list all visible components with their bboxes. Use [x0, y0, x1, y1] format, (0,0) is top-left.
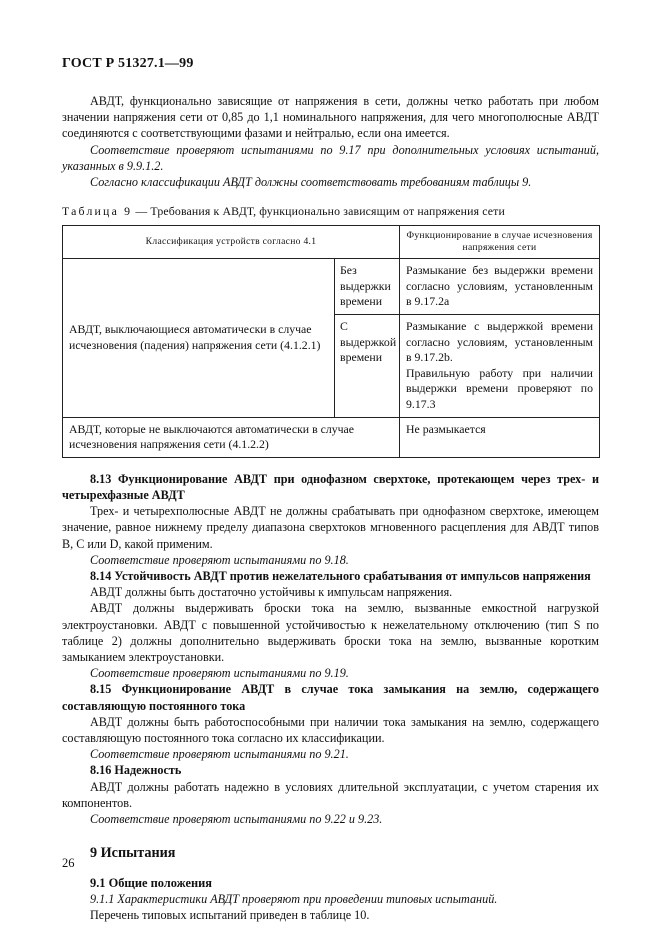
table-9-header-classification: Классификация устройств согласно 4.1: [63, 226, 400, 259]
table-9-no-automatic-disconnect-class: АВДТ, которые не выключаются автоматически в случае исчезновения напряжения сети (4.1.2.2): [63, 417, 400, 457]
table-9-with-delay-label: С выдержкой времени: [335, 315, 400, 418]
section-8-14-paragraph-2: АВДТ должны выдерживать броски тока на землю, вызванные емкостной нагрузкой электроустановки. АВДТ с повышенной устойчивостью к нежелательному отключению (тип S по таблице 2) должны дополнительно выдерживать броски тока на землю, вызванные коротким замыканием электроустановки.: [62, 601, 599, 664]
table-9-header-functioning: Функционирование в случае исчезновения напряжения сети: [400, 226, 600, 259]
table-9-with-delay-result: Размыкание с выдержкой времени согласно условиям, установленным в 9.17.2b.: [406, 319, 594, 365]
table-9-row-automatic-without-delay: [63, 259, 600, 315]
section-9-title: 9 Испытания: [90, 845, 176, 862]
table-9-no-delay-label: Без выдержки времени: [335, 259, 400, 315]
table-9-with-delay-result-cell: [400, 315, 600, 418]
section-8-14-paragraph-1: АВДТ должны быть достаточно устойчивы к импульсам напряжения.: [90, 585, 453, 600]
table-9-with-delay-note: Правильную работу при наличии выдержки времени проверяют по 9.17.3: [406, 365, 594, 411]
section-8-14-title: 8.14 Устойчивость АВДТ против нежелательного срабатывания от импульсов напряжения: [90, 568, 591, 583]
section-8-13-paragraph: Трех- и четырехполюсные АВДТ не должны срабатывать при однофазном сверхтоке, имеющем значение, равное нижнему пределу диапазона сверхтоков мгновенного расцепления для АВДТ типов В, С или D, какой применим.: [62, 504, 599, 551]
section-9-1-table-reference: Перечень типовых испытаний приведен в таблице 10.: [90, 908, 370, 923]
table-9-caption: [62, 204, 599, 219]
section-8-16-compliance: Соответствие проверяют испытаниями по 9.22 и 9.23.: [90, 812, 383, 827]
table-9-no-disconnect-result: Не размыкается: [400, 417, 600, 457]
table-9-automatic-disconnect-class: АВДТ, выключающиеся автоматически в случае исчезновения (падения) напряжения сети (4.1.2.1): [63, 259, 335, 417]
table-9-title: — Требования к АВДТ, функционально зависящим от напряжения сети: [132, 204, 505, 219]
section-8-15-title: 8.15 Функционирование АВДТ в случае тока замыкания на землю, содержащего составляющую постоянного тока: [62, 682, 599, 713]
table-9-header-row: [63, 226, 600, 259]
classification-paragraph: Согласно классификации АВДТ должны соответствовать требованиям таблицы 9.: [90, 175, 532, 190]
section-8-15-paragraph: АВДТ должны быть работоспособными при наличии тока замыкания на землю, содержащего составляющую постоянного тока согласно их классификации.: [62, 714, 599, 745]
table-9: [62, 225, 600, 458]
compliance-paragraph-9-17: Соответствие проверяют испытаниями по 9.17 при дополнительных условиях испытаний, указанных в 9.9.1.2.: [62, 142, 599, 173]
table-9-row-not-automatic: [63, 417, 600, 457]
section-8-16-title: 8.16 Надежность: [90, 763, 182, 778]
section-8-13-title: 8.13 Функционирование АВДТ при однофазном сверхтоке, протекающем через трех- и четырехфазные АВДТ: [62, 471, 599, 502]
section-8-15-compliance: Соответствие проверяют испытаниями по 9.21.: [90, 747, 349, 762]
section-9-1-1-paragraph: 9.1.1 Характеристики АВДТ проверяют при проведении типовых испытаний.: [90, 892, 498, 907]
voltage-requirement-paragraph: АВДТ, функционально зависящие от напряжения в сети, должны четко работать при любом значении напряжения сети от 0,85 до 1,1 номинального напряжения, для чего многополюсные АВДТ соединяются с соответствующими фазами и нейтралью, если она имеется.: [62, 94, 599, 141]
section-9-1-title: 9.1 Общие положения: [90, 876, 212, 891]
table-9-number: Таблица 9: [62, 204, 133, 219]
page-number: 26: [62, 856, 75, 870]
table-9-no-delay-result: Размыкание без выдержки времени согласно условиям, установленным в 9.17.2а: [400, 259, 600, 315]
section-8-13-compliance: Соответствие проверяют испытаниями по 9.18.: [90, 552, 349, 567]
section-8-16-paragraph: АВДТ должны работать надежно в условиях длительной эксплуатации, с учетом старения их компонентов.: [62, 779, 599, 810]
standard-header: ГОСТ Р 51327.1—99: [62, 56, 194, 71]
section-8-14-compliance: Соответствие проверяют испытаниями по 9.19.: [90, 666, 349, 681]
